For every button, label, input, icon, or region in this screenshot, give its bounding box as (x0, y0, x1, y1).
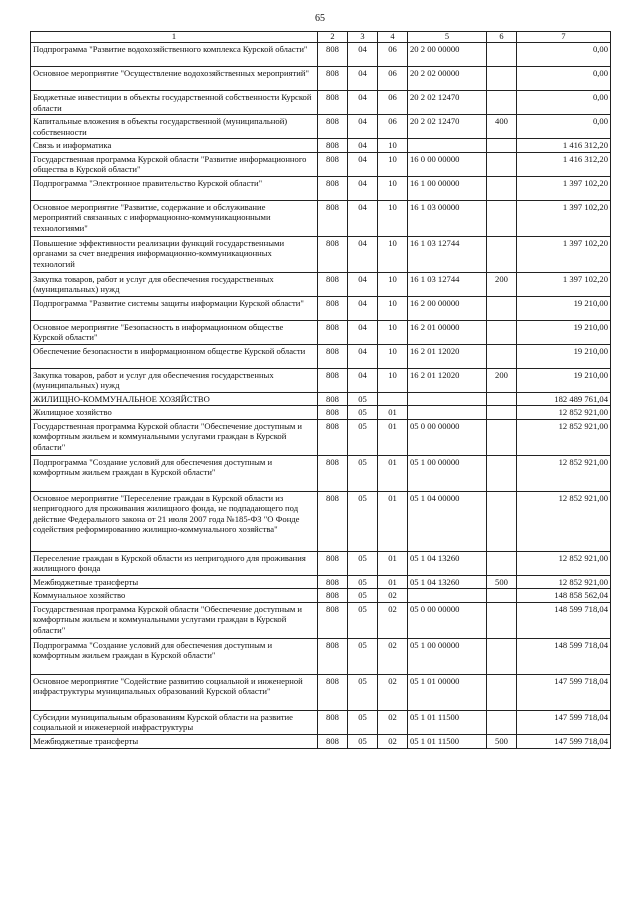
table-row (31, 200, 611, 236)
row-code-5: 05 1 04 00000 (408, 491, 487, 551)
row-code-5: 05 0 00 00000 (408, 419, 487, 455)
row-label: Подпрограмма "Развитие системы защиты информации Курской области" (31, 296, 318, 320)
table-row (31, 176, 611, 200)
row-label: Основное мероприятие "Безопасность в информационном обществе Курской области" (31, 320, 318, 344)
row-code-2: 808 (318, 710, 348, 734)
row-code-6 (487, 710, 517, 734)
row-label: Подпрограмма "Развитие водохозяйственного комплекса Курской области" (31, 43, 318, 67)
row-code-2: 808 (318, 67, 348, 91)
row-code-3: 04 (348, 152, 378, 176)
row-code-3: 05 (348, 638, 378, 674)
row-label: Государственная программа Курской области "Развитие информационного общества в Курской области" (31, 152, 318, 176)
row-code-4 (378, 392, 408, 405)
row-code-6 (487, 638, 517, 674)
row-code-5: 16 0 00 00000 (408, 152, 487, 176)
row-code-5: 05 1 04 13260 (408, 551, 487, 575)
row-code-2: 808 (318, 734, 348, 748)
row-amount: 12 852 921,00 (517, 419, 611, 455)
row-code-2: 808 (318, 236, 348, 272)
row-code-3: 04 (348, 272, 378, 296)
row-label: Основное мероприятие "Развитие, содержание и обслуживание мероприятий связанных с информационно-коммуникационными технологиями" (31, 200, 318, 236)
row-label: Подпрограмма "Создание условий для обеспечения доступным и комфортным жильем граждан в Курской области" (31, 638, 318, 674)
row-label: Коммунальное хозяйство (31, 589, 318, 602)
table-row (31, 272, 611, 296)
row-code-3: 05 (348, 575, 378, 588)
row-code-4: 06 (378, 43, 408, 67)
row-code-6 (487, 91, 517, 115)
row-amount: 19 210,00 (517, 296, 611, 320)
table-row (31, 455, 611, 491)
row-code-6 (487, 176, 517, 200)
row-code-3: 04 (348, 43, 378, 67)
row-code-4: 06 (378, 91, 408, 115)
row-code-3: 05 (348, 406, 378, 419)
row-amount: 148 858 562,04 (517, 589, 611, 602)
row-code-5: 20 2 02 12470 (408, 91, 487, 115)
row-code-6: 500 (487, 734, 517, 748)
row-code-3: 05 (348, 734, 378, 748)
row-code-4: 02 (378, 638, 408, 674)
table-row (31, 236, 611, 272)
row-code-5: 20 2 00 00000 (408, 43, 487, 67)
column-header: 6 (487, 32, 517, 43)
row-label: Подпрограмма "Электронное правительство Курской области" (31, 176, 318, 200)
row-amount: 1 397 102,20 (517, 236, 611, 272)
row-amount: 1 416 312,20 (517, 139, 611, 152)
row-code-2: 808 (318, 344, 348, 368)
row-code-6 (487, 551, 517, 575)
row-code-3: 05 (348, 419, 378, 455)
table-row (31, 602, 611, 638)
row-amount: 19 210,00 (517, 320, 611, 344)
row-label: Связь и информатика (31, 139, 318, 152)
row-code-3: 04 (348, 236, 378, 272)
row-label: Капитальные вложения в объекты государственной (муниципальной) собственности (31, 115, 318, 139)
row-amount: 1 416 312,20 (517, 152, 611, 176)
row-code-5 (408, 392, 487, 405)
row-code-2: 808 (318, 91, 348, 115)
row-code-5: 16 2 01 12020 (408, 368, 487, 392)
budget-table (30, 31, 611, 749)
row-code-3: 04 (348, 344, 378, 368)
column-header: 3 (348, 32, 378, 43)
row-code-2: 808 (318, 575, 348, 588)
row-amount: 0,00 (517, 115, 611, 139)
row-code-6 (487, 43, 517, 67)
row-code-4: 01 (378, 575, 408, 588)
row-code-5: 16 2 01 00000 (408, 320, 487, 344)
row-code-4: 10 (378, 176, 408, 200)
table-row (31, 67, 611, 91)
table-row (31, 115, 611, 139)
row-code-4: 10 (378, 152, 408, 176)
table-row (31, 43, 611, 67)
row-code-2: 808 (318, 551, 348, 575)
row-code-6 (487, 674, 517, 710)
page-number: 65 (315, 13, 325, 24)
row-code-3: 05 (348, 710, 378, 734)
row-code-4: 10 (378, 320, 408, 344)
table-header-row (31, 32, 611, 43)
row-code-2: 808 (318, 406, 348, 419)
row-code-4: 01 (378, 491, 408, 551)
column-header: 1 (31, 32, 318, 43)
table-row (31, 320, 611, 344)
row-code-6 (487, 602, 517, 638)
row-code-6 (487, 152, 517, 176)
table-row (31, 638, 611, 674)
row-code-2: 808 (318, 674, 348, 710)
row-label: Подпрограмма "Создание условий для обеспечения доступным и комфортным жильем граждан в Курской области" (31, 455, 318, 491)
row-label: Переселение граждан в Курской области из непригодного для проживания жилищного фонда (31, 551, 318, 575)
row-code-5: 16 1 03 12744 (408, 272, 487, 296)
row-code-3: 05 (348, 674, 378, 710)
row-code-6 (487, 589, 517, 602)
table-row (31, 139, 611, 152)
row-code-6 (487, 419, 517, 455)
row-code-5: 05 1 00 00000 (408, 638, 487, 674)
row-code-4: 10 (378, 296, 408, 320)
row-code-2: 808 (318, 455, 348, 491)
row-code-6 (487, 320, 517, 344)
row-code-4: 10 (378, 272, 408, 296)
table-row (31, 344, 611, 368)
row-code-2: 808 (318, 43, 348, 67)
row-code-3: 04 (348, 91, 378, 115)
row-code-6 (487, 67, 517, 91)
row-code-2: 808 (318, 176, 348, 200)
row-code-5: 16 2 00 00000 (408, 296, 487, 320)
table-row (31, 674, 611, 710)
row-code-5 (408, 139, 487, 152)
row-code-6: 200 (487, 368, 517, 392)
row-label: Жилищное хозяйство (31, 406, 318, 419)
row-amount: 1 397 102,20 (517, 176, 611, 200)
table-row (31, 734, 611, 748)
row-label: Основное мероприятие "Переселение граждан в Курской области из непригодного для проживания жилищного фонда, не подпадающего под действие Федерального закона от 21 июля 2007 года №185-ФЗ "О Фонде содействия реформированию жилищно-коммунального хозяйства" (31, 491, 318, 551)
row-amount: 147 599 718,04 (517, 734, 611, 748)
row-amount: 147 599 718,04 (517, 674, 611, 710)
row-amount: 12 852 921,00 (517, 491, 611, 551)
table-row (31, 575, 611, 588)
row-code-5: 16 1 03 00000 (408, 200, 487, 236)
row-code-3: 04 (348, 296, 378, 320)
row-code-4: 10 (378, 368, 408, 392)
row-code-6 (487, 406, 517, 419)
row-code-5: 05 1 01 11500 (408, 710, 487, 734)
row-code-5: 05 1 01 00000 (408, 674, 487, 710)
row-code-4: 02 (378, 589, 408, 602)
row-code-2: 808 (318, 419, 348, 455)
table-row (31, 152, 611, 176)
row-code-5: 05 1 00 00000 (408, 455, 487, 491)
row-code-3: 04 (348, 200, 378, 236)
table-row (31, 368, 611, 392)
row-code-2: 808 (318, 589, 348, 602)
row-code-2: 808 (318, 491, 348, 551)
row-amount: 0,00 (517, 67, 611, 91)
column-header: 4 (378, 32, 408, 43)
row-code-5: 16 1 00 00000 (408, 176, 487, 200)
row-code-3: 05 (348, 551, 378, 575)
row-label: Основное мероприятие "Содействие развитию социальной и инженерной инфраструктуры муниципальных образований Курской области" (31, 674, 318, 710)
row-amount: 12 852 921,00 (517, 455, 611, 491)
row-code-3: 05 (348, 589, 378, 602)
row-amount: 12 852 921,00 (517, 551, 611, 575)
row-code-4: 02 (378, 710, 408, 734)
table-row (31, 589, 611, 602)
row-code-4: 06 (378, 115, 408, 139)
table-row (31, 710, 611, 734)
row-code-2: 808 (318, 638, 348, 674)
row-label: Государственная программа Курской области "Обеспечение доступным и комфортным жильем и коммунальными услугами граждан в Курской области" (31, 602, 318, 638)
row-code-5: 20 2 02 00000 (408, 67, 487, 91)
row-code-5: 05 1 01 11500 (408, 734, 487, 748)
row-code-2: 808 (318, 115, 348, 139)
row-code-4: 02 (378, 674, 408, 710)
row-code-4: 02 (378, 602, 408, 638)
row-code-5: 05 1 04 13260 (408, 575, 487, 588)
row-code-6 (487, 296, 517, 320)
row-code-4: 06 (378, 67, 408, 91)
row-amount: 1 397 102,20 (517, 200, 611, 236)
row-amount: 19 210,00 (517, 368, 611, 392)
row-code-4: 10 (378, 200, 408, 236)
row-code-2: 808 (318, 392, 348, 405)
row-code-4: 01 (378, 551, 408, 575)
row-code-3: 04 (348, 139, 378, 152)
row-code-2: 808 (318, 602, 348, 638)
row-amount: 148 599 718,04 (517, 638, 611, 674)
row-code-3: 05 (348, 491, 378, 551)
column-header: 5 (408, 32, 487, 43)
row-code-3: 04 (348, 67, 378, 91)
row-code-4: 10 (378, 139, 408, 152)
row-label: Субсидии муниципальным образованиям Курской области на развитие социальной и инженерной инфраструктуры (31, 710, 318, 734)
row-code-2: 808 (318, 139, 348, 152)
row-code-5 (408, 406, 487, 419)
row-amount: 1 397 102,20 (517, 272, 611, 296)
row-code-6 (487, 392, 517, 405)
row-code-6: 400 (487, 115, 517, 139)
row-code-6 (487, 455, 517, 491)
row-code-3: 05 (348, 602, 378, 638)
row-code-3: 04 (348, 320, 378, 344)
row-label: Повышение эффективности реализации функций государственными органами за счет внедрения информационно-коммуникационных технологий (31, 236, 318, 272)
row-code-6: 200 (487, 272, 517, 296)
row-code-5: 20 2 02 12470 (408, 115, 487, 139)
row-code-6 (487, 139, 517, 152)
row-code-5: 16 2 01 12020 (408, 344, 487, 368)
row-label: ЖИЛИЩНО-КОММУНАЛЬНОЕ ХОЗЯЙСТВО (31, 392, 318, 405)
row-code-4: 10 (378, 344, 408, 368)
table-row (31, 296, 611, 320)
row-code-4: 10 (378, 236, 408, 272)
row-code-6 (487, 491, 517, 551)
table-row (31, 419, 611, 455)
row-label: Закупка товаров, работ и услуг для обеспечения государственных (муниципальных) нужд (31, 368, 318, 392)
row-label: Межбюджетные трансферты (31, 734, 318, 748)
row-label: Государственная программа Курской области "Обеспечение доступным и комфортным жильем и коммунальными услугами граждан в Курской области" (31, 419, 318, 455)
table-row (31, 551, 611, 575)
row-code-2: 808 (318, 152, 348, 176)
row-amount: 19 210,00 (517, 344, 611, 368)
table-row (31, 406, 611, 419)
row-label: Межбюджетные трансферты (31, 575, 318, 588)
row-code-2: 808 (318, 272, 348, 296)
row-label: Бюджетные инвестиции в объекты государственной собственности Курской области (31, 91, 318, 115)
row-code-3: 04 (348, 176, 378, 200)
row-amount: 0,00 (517, 91, 611, 115)
row-code-2: 808 (318, 200, 348, 236)
row-code-3: 04 (348, 115, 378, 139)
row-code-5: 05 0 00 00000 (408, 602, 487, 638)
column-header: 2 (318, 32, 348, 43)
row-code-4: 02 (378, 734, 408, 748)
row-amount: 12 852 921,00 (517, 575, 611, 588)
row-amount: 0,00 (517, 43, 611, 67)
column-header: 7 (517, 32, 611, 43)
row-code-2: 808 (318, 296, 348, 320)
row-amount: 182 489 761,04 (517, 392, 611, 405)
row-label: Закупка товаров, работ и услуг для обеспечения государственных (муниципальных) нужд (31, 272, 318, 296)
row-code-6: 500 (487, 575, 517, 588)
row-code-6 (487, 236, 517, 272)
row-code-2: 808 (318, 368, 348, 392)
row-code-2: 808 (318, 320, 348, 344)
table-row (31, 392, 611, 405)
row-code-4: 01 (378, 419, 408, 455)
row-amount: 12 852 921,00 (517, 406, 611, 419)
row-code-5: 16 1 03 12744 (408, 236, 487, 272)
table-row (31, 491, 611, 551)
row-code-4: 01 (378, 406, 408, 419)
row-code-6 (487, 200, 517, 236)
row-code-3: 05 (348, 392, 378, 405)
row-amount: 147 599 718,04 (517, 710, 611, 734)
row-code-3: 04 (348, 368, 378, 392)
row-code-4: 01 (378, 455, 408, 491)
table-row (31, 91, 611, 115)
row-code-5 (408, 589, 487, 602)
row-code-6 (487, 344, 517, 368)
row-label: Обеспечение безопасности в информационном обществе Курской области (31, 344, 318, 368)
row-label: Основное мероприятие "Осуществление водохозяйственных мероприятий" (31, 67, 318, 91)
row-amount: 148 599 718,04 (517, 602, 611, 638)
row-code-3: 05 (348, 455, 378, 491)
